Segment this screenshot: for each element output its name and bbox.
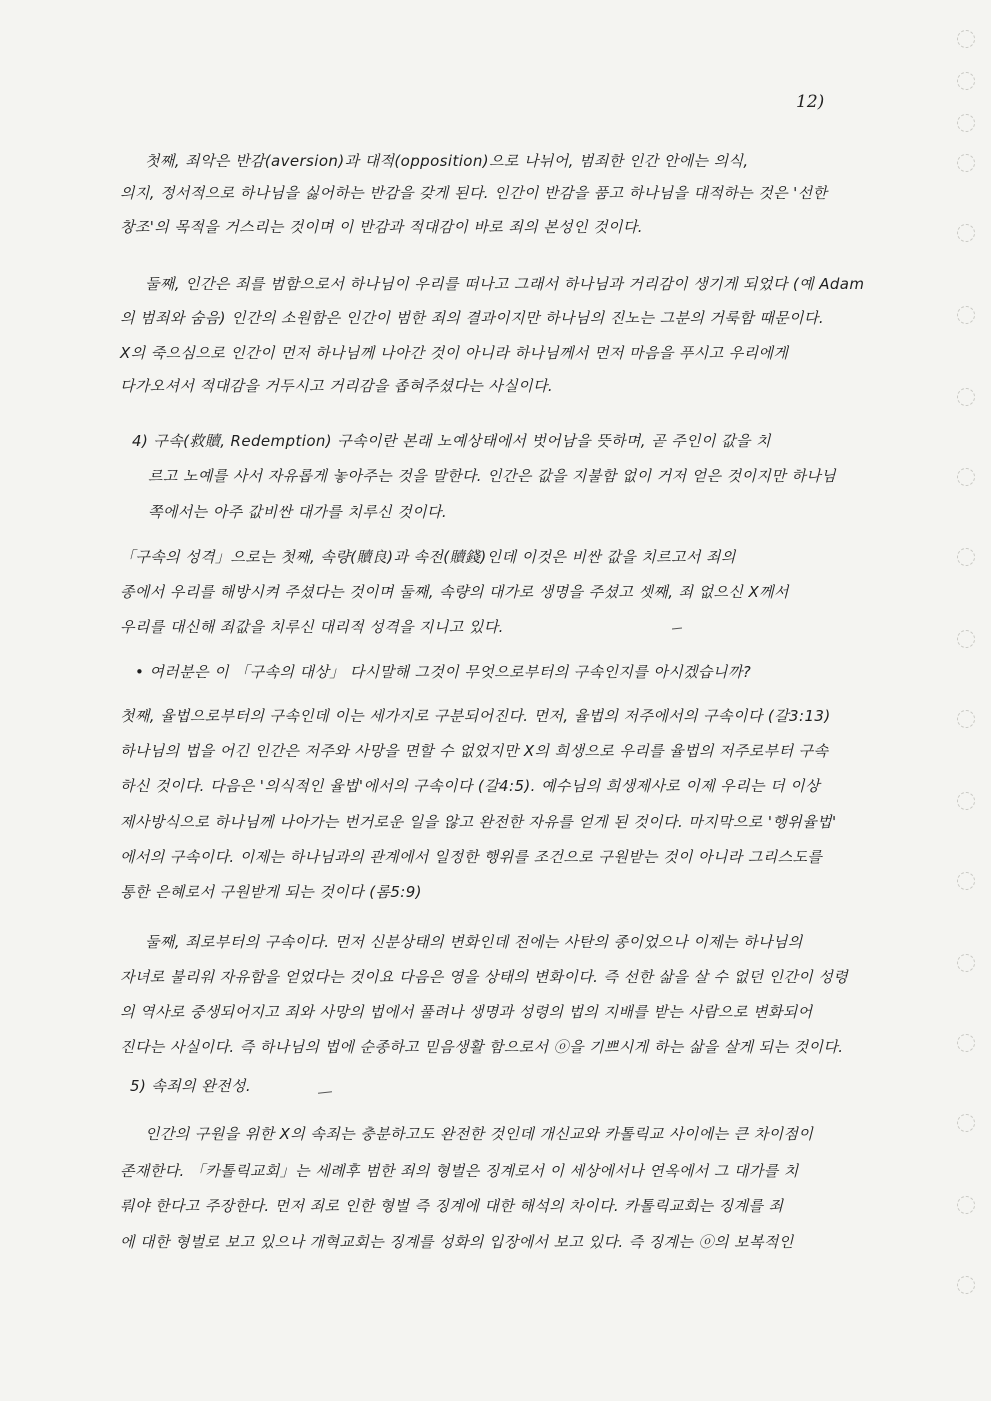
binder-hole	[957, 224, 975, 242]
text-line: 존재한다. 「카톨릭교회」는 세례후 범한 죄의 형벌은 징계로서 이 세상에서나 연옥에서 그 대가를 치	[120, 1162, 799, 1180]
text-line: 인간의 구원을 위한 X의 속죄는 충분하고도 완전한 것인데 개신교와 카톨릭교 사이에는 큰 차이점이	[145, 1125, 814, 1143]
text-line: 르고 노예를 사서 자유롭게 놓아주는 것을 말한다. 인간은 값을 지불함 없이 거저 얻은 것이지만 하나님	[148, 467, 837, 485]
binder-hole	[957, 306, 975, 324]
text-line: 뤄야 한다고 주장한다. 먼저 죄로 인한 형벌 즉 징계에 대한 해석의 차이다. 카톨릭교회는 징계를 죄	[120, 1197, 784, 1215]
binder-hole	[957, 30, 975, 48]
text-line: 「구속의 성격」으로는 첫째, 속량(贖良)과 속전(贖錢)인데 이것은 비싼 값을 치르고서 죄의	[120, 548, 736, 566]
page-number: 12)	[796, 92, 825, 112]
binder-hole	[957, 72, 975, 90]
binder-hole	[957, 1034, 975, 1052]
text-line: 쪽에서는 아주 값비싼 대가를 치루신 것이다.	[148, 503, 448, 521]
binder-hole	[957, 154, 975, 172]
text-line: 의 범죄와 숨음) 인간의 소원함은 인간이 범한 죄의 결과이지만 하나님의 진노는 그분의 거룩함 때문이다.	[120, 309, 824, 327]
text-line: 4) 구속(救贖, Redemption) 구속이란 본래 노예상태에서 벗어남을 뜻하며, 곧 주인이 값을 치	[132, 432, 771, 450]
text-line: X의 죽으심으로 인간이 먼저 하나님께 나아간 것이 아니라 하나님께서 먼저 마음을 푸시고 우리에게	[120, 344, 789, 362]
text-line: 첫째, 율법으로부터의 구속인데 이는 세가지로 구분되어진다. 먼저, 율법의 저주에서의 구속이다 (갈3:13)	[120, 707, 831, 725]
text-line: 5) 속죄의 완전성.	[130, 1077, 252, 1095]
binder-hole	[957, 710, 975, 728]
text-line: 제사방식으로 하나님께 나아가는 번거로운 일을 않고 완전한 자유를 얻게 된 것이다. 마지막으로 '행위율법'	[120, 813, 837, 831]
text-line: 하나님의 법을 어긴 인간은 저주와 사망을 면할 수 없었지만 X의 희생으로 우리를 율법의 저주로부터 구속	[120, 742, 829, 760]
text-line: 진다는 사실이다. 즉 하나님의 법에 순종하고 믿음생활 함으로서 ⓞ을 기쁘시게 하는 삶을 살게 되는 것이다.	[120, 1038, 844, 1056]
binder-hole	[957, 872, 975, 890]
text-line: 둘째, 인간은 죄를 범함으로서 하나님이 우리를 떠나고 그래서 하나님과 거리감이 생기게 되었다 (예 Adam	[145, 275, 865, 293]
text-line: 창조'의 목적을 거스리는 것이며 이 반감과 적대감이 바로 죄의 본성인 것이다.	[120, 218, 643, 236]
binder-hole	[957, 468, 975, 486]
text-line: 통한 은혜로서 구원받게 되는 것이다 (롬5:9)	[120, 883, 422, 901]
binder-hole-marks	[957, 20, 981, 1350]
binder-hole	[957, 388, 975, 406]
binder-hole	[957, 630, 975, 648]
text-line: 둘째, 죄로부터의 구속이다. 먼저 신분상태의 변화인데 전에는 사탄의 종이었으나 이제는 하나님의	[145, 933, 803, 951]
text-line: 에 대한 형벌로 보고 있으나 개혁교회는 징계를 성화의 입장에서 보고 있다. 즉 징계는 ⓞ의 보복적인	[120, 1233, 794, 1251]
binder-hole	[957, 114, 975, 132]
binder-hole	[957, 1114, 975, 1132]
text-line: 에서의 구속이다. 이제는 하나님과의 관계에서 일정한 행위를 조건으로 구원받는 것이 아니라 그리스도를	[120, 848, 823, 866]
text-line: 의지, 정서적으로 하나님을 싫어하는 반감을 갖게 된다. 인간이 반감을 품고 하나님을 대적하는 것은 '선한	[120, 184, 828, 202]
binder-hole	[957, 954, 975, 972]
text-line: 첫째, 죄악은 반감(aversion)과 대적(opposition)으로 나뉘어, 범죄한 인간 안에는 의식,	[145, 152, 749, 170]
text-line: 하신 것이다. 다음은 '의식적인 율법'에서의 구속이다 (갈4:5). 예수님의 희생제사로 이제 우리는 더 이상	[120, 777, 820, 795]
text-line: 자녀로 불리워 자유함을 얻었다는 것이요 다음은 영을 상태의 변화이다. 즉 선한 삶을 살 수 없던 인간이 성령	[120, 968, 849, 986]
text-line: 우리를 대신해 죄값을 치루신 대리적 성격을 지니고 있다.	[120, 618, 504, 636]
text-line: 의 역사로 중생되어지고 죄와 사망의 법에서 풀려나 생명과 성령의 법의 지배를 받는 사람으로 변화되어	[120, 1003, 813, 1021]
binder-hole	[957, 1276, 975, 1294]
text-line: 종에서 우리를 해방시켜 주셨다는 것이며 둘째, 속량의 대가로 생명을 주셨고 셋째, 죄 없으신 X께서	[120, 583, 789, 601]
binder-hole	[957, 792, 975, 810]
binder-hole	[957, 548, 975, 566]
text-line: 다가오셔서 적대감을 거두시고 거리감을 좁혀주셨다는 사실이다.	[120, 377, 554, 395]
binder-hole	[957, 1196, 975, 1214]
text-line: • 여러분은 이 「구속의 대상」 다시말해 그것이 무엇으로부터의 구속인지를 아시겠습니까?	[135, 663, 752, 681]
